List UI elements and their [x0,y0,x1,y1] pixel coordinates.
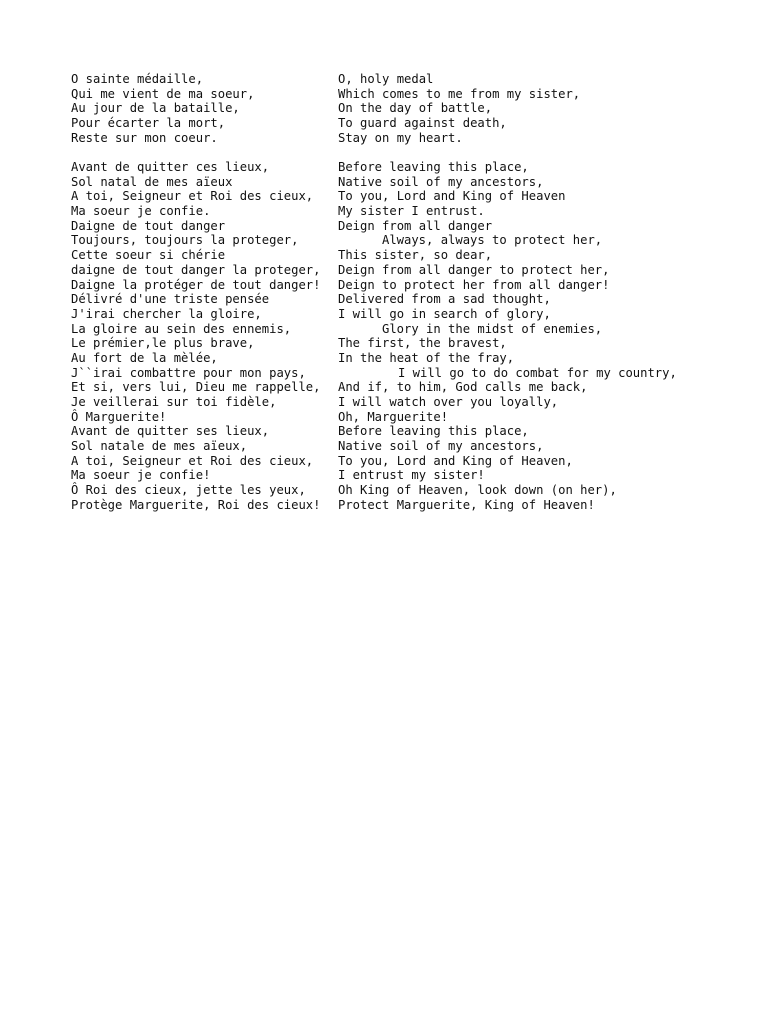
english-line: My sister I entrust. [338,204,485,219]
french-line: Avant de quitter ses lieux, [71,424,270,439]
verse-line [71,189,731,204]
verse-line [71,439,731,454]
verse-line [71,498,731,513]
french-line: Le prémier,le plus brave, [71,336,255,351]
french-line: Pour écarter la mort, [71,116,226,131]
english-line: O, holy medal [338,72,434,86]
verse-line [71,424,731,439]
french-line: A toi, Seigneur et Roi des cieux, [71,453,314,468]
verse-line [71,454,731,469]
verse-line [71,292,731,307]
french-line: Sol natal de mes aïeux [71,174,233,189]
english-line: Native soil of my ancestors, [338,439,544,454]
verse-line [71,468,731,483]
verse-line [71,351,731,366]
stanza-1 [71,72,731,145]
verse-line [71,395,731,410]
english-line: Before leaving this place, [338,424,529,439]
verse-line [71,322,731,337]
english-line: Native soil of my ancestors, [338,174,544,189]
french-line: daigne de tout danger la proteger, [71,262,321,277]
verse-line [71,483,731,498]
stanza-2 [71,160,731,513]
english-line: Deign from all danger to protect her, [338,262,610,277]
english-line: Oh King of Heaven, look down (on her), [338,483,617,498]
english-line: Before leaving this place, [338,160,529,174]
english-line: Which comes to me from my sister, [338,86,581,101]
verse-line [71,204,731,219]
english-line: I will go to do combat for my country, [398,365,677,380]
english-line: On the day of battle, [338,101,493,116]
french-line: Au jour de la bataille, [71,101,240,116]
verse-line [71,248,731,263]
verse-line [71,410,731,425]
verse-line [71,278,731,293]
verse-line [71,72,731,87]
verse-line [71,336,731,351]
english-line: To you, Lord and King of Heaven, [338,453,573,468]
french-line: Délivré d'une triste pensée [71,292,270,307]
french-line: Au fort de la mèlée, [71,350,218,365]
verse-line [71,307,731,322]
french-line: A toi, Seigneur et Roi des cieux, [71,189,314,204]
verse-line [71,366,731,381]
french-line: Sol natale de mes aïeux, [71,439,248,454]
english-line: To guard against death, [338,116,507,131]
french-line: Avant de quitter ces lieux, [71,160,270,174]
english-line: In the heat of the fray, [338,350,515,365]
verse-line [71,101,731,116]
french-line: J``irai combattre pour mon pays, [71,365,306,380]
french-line: Toujours, toujours la proteger, [71,233,299,248]
english-line: I will watch over you loyally, [338,395,559,409]
french-line: J'irai chercher la gloire, [71,306,262,321]
english-line: The first, the bravest, [338,336,507,351]
french-line: Daigne la protéger de tout danger! [71,277,321,292]
french-line: Qui me vient de ma soeur, [71,86,255,101]
verse-line [71,263,731,278]
verse-line [71,380,731,395]
verse-line [71,116,731,131]
english-line: And if, to him, God calls me back, [338,380,588,395]
french-line: Ma soeur je confie! [71,468,211,483]
verse-line [71,175,731,190]
verse-line [71,87,731,102]
english-line: Deign to protect her from all danger! [338,277,610,292]
english-line: I will go in search of glory, [338,306,551,321]
english-line: Always, always to protect her, [382,233,603,248]
french-line: Ô Marguerite! [71,409,167,424]
french-line: Et si, vers lui, Dieu me rappelle, [71,380,321,395]
english-line: Delivered from a sad thought, [338,292,551,307]
verse-line [71,160,731,175]
french-line: Daigne de tout danger [71,218,226,233]
french-line: Je veillerai sur toi fidèle, [71,395,277,409]
english-line: I entrust my sister! [338,468,485,483]
english-line: Oh, Marguerite! [338,409,449,424]
verse-line [71,131,731,146]
english-line: To you, Lord and King of Heaven [338,189,566,204]
verse-line [71,219,731,234]
french-line: La gloire au sein des ennemis, [71,321,292,336]
english-line: Glory in the midst of enemies, [382,321,603,336]
french-line: Protège Marguerite, Roi des cieux! [71,497,321,512]
french-line: Ma soeur je confie. [71,204,211,219]
english-line: Protect Marguerite, King of Heaven! [338,497,595,512]
verse-line [71,233,731,248]
french-line: Reste sur mon coeur. [71,130,218,145]
english-line: This sister, so dear, [338,248,493,263]
french-line: Cette soeur si chérie [71,248,226,263]
english-line: Stay on my heart. [338,130,463,145]
french-line: O sainte médaille, [71,72,204,86]
english-line: Deign from all danger [338,218,493,233]
french-line: Ô Roi des cieux, jette les yeux, [71,483,306,498]
